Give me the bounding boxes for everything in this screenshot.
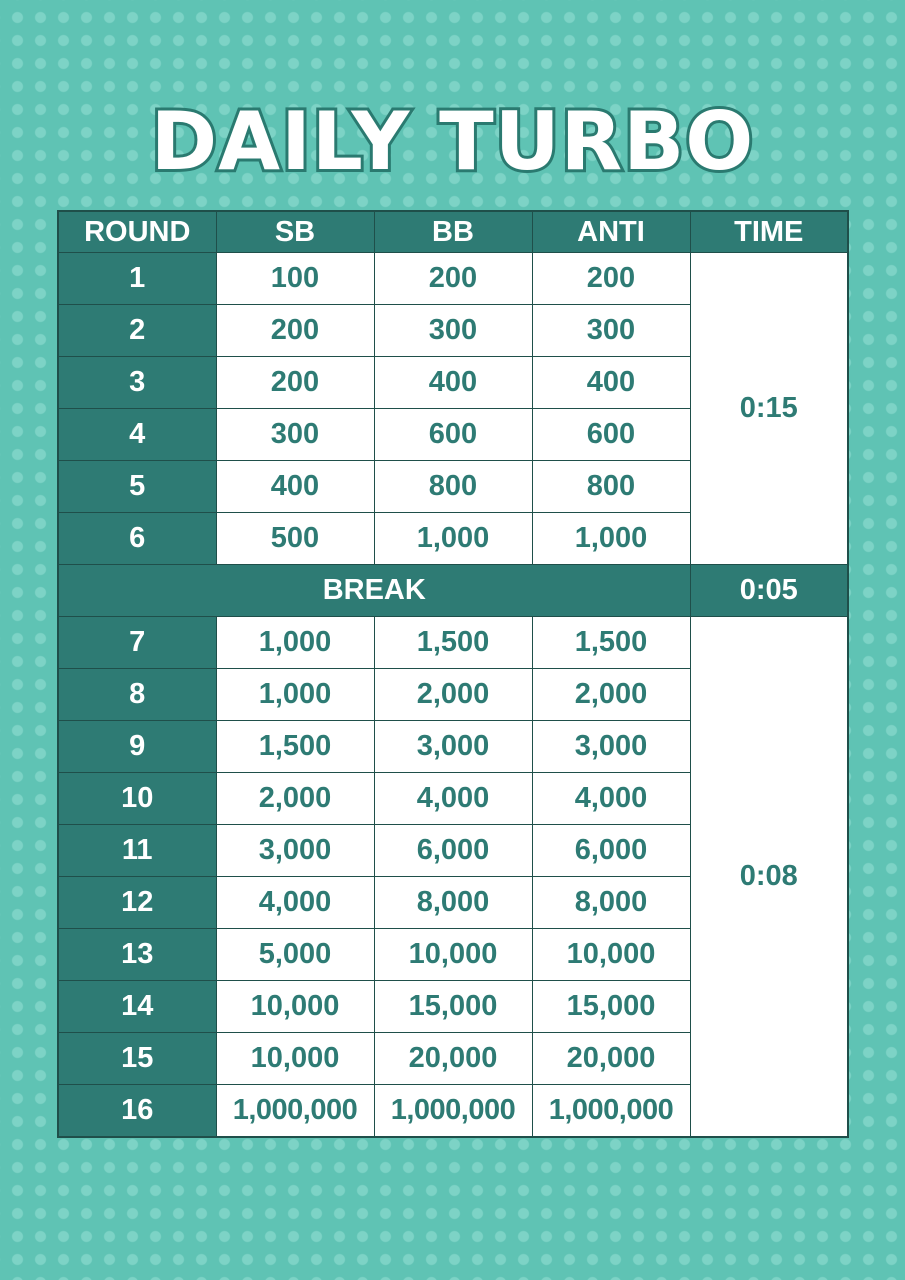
round-number: 15 [58,1033,216,1085]
time-value: 0:15 [690,253,848,565]
header-anti: ANTI [532,211,690,253]
sb-value: 300 [216,409,374,461]
bb-value: 1,500 [374,617,532,669]
round-number: 8 [58,669,216,721]
anti-value: 600 [532,409,690,461]
bb-value: 2,000 [374,669,532,721]
time-value: 0:08 [690,617,848,1138]
bb-value: 15,000 [374,981,532,1033]
anti-value: 1,000 [532,513,690,565]
round-number: 2 [58,305,216,357]
anti-value: 10,000 [532,929,690,981]
table-row [58,253,848,305]
bb-value: 6,000 [374,825,532,877]
anti-value: 15,000 [532,981,690,1033]
sb-value: 1,000 [216,669,374,721]
round-number: 12 [58,877,216,929]
sb-value: 500 [216,513,374,565]
bb-value: 8,000 [374,877,532,929]
sb-value: 10,000 [216,981,374,1033]
anti-value: 1,000,000 [532,1085,690,1138]
round-number: 14 [58,981,216,1033]
header-bb: BB [374,211,532,253]
sb-value: 2,000 [216,773,374,825]
sb-value: 200 [216,357,374,409]
round-number: 5 [58,461,216,513]
sb-value: 5,000 [216,929,374,981]
sb-value: 4,000 [216,877,374,929]
anti-value: 8,000 [532,877,690,929]
anti-value: 20,000 [532,1033,690,1085]
header-round: ROUND [58,211,216,253]
break-row [58,565,848,617]
bb-value: 200 [374,253,532,305]
page-title: DAILY TURBO [150,95,755,188]
round-number: 10 [58,773,216,825]
round-number: 9 [58,721,216,773]
bb-value: 1,000 [374,513,532,565]
anti-value: 3,000 [532,721,690,773]
round-number: 7 [58,617,216,669]
bb-value: 3,000 [374,721,532,773]
break-label: BREAK [58,565,690,617]
round-number: 1 [58,253,216,305]
anti-value: 200 [532,253,690,305]
header-time: TIME [690,211,848,253]
bb-value: 800 [374,461,532,513]
header-sb: SB [216,211,374,253]
anti-value: 400 [532,357,690,409]
break-time: 0:05 [690,565,848,617]
anti-value: 4,000 [532,773,690,825]
anti-value: 1,500 [532,617,690,669]
bb-value: 600 [374,409,532,461]
blind-structure-table [57,210,849,1138]
sb-value: 1,500 [216,721,374,773]
bb-value: 1,000,000 [374,1085,532,1138]
bb-value: 400 [374,357,532,409]
sb-value: 1,000,000 [216,1085,374,1138]
sb-value: 100 [216,253,374,305]
round-number: 3 [58,357,216,409]
bb-value: 4,000 [374,773,532,825]
anti-value: 6,000 [532,825,690,877]
bb-value: 10,000 [374,929,532,981]
round-number: 13 [58,929,216,981]
sb-value: 200 [216,305,374,357]
bb-value: 20,000 [374,1033,532,1085]
sb-value: 10,000 [216,1033,374,1085]
round-number: 6 [58,513,216,565]
bb-value: 300 [374,305,532,357]
anti-value: 300 [532,305,690,357]
anti-value: 2,000 [532,669,690,721]
table-row [58,617,848,669]
round-number: 16 [58,1085,216,1138]
sb-value: 1,000 [216,617,374,669]
sb-value: 3,000 [216,825,374,877]
anti-value: 800 [532,461,690,513]
table-header-row [58,211,848,253]
sb-value: 400 [216,461,374,513]
round-number: 11 [58,825,216,877]
round-number: 4 [58,409,216,461]
